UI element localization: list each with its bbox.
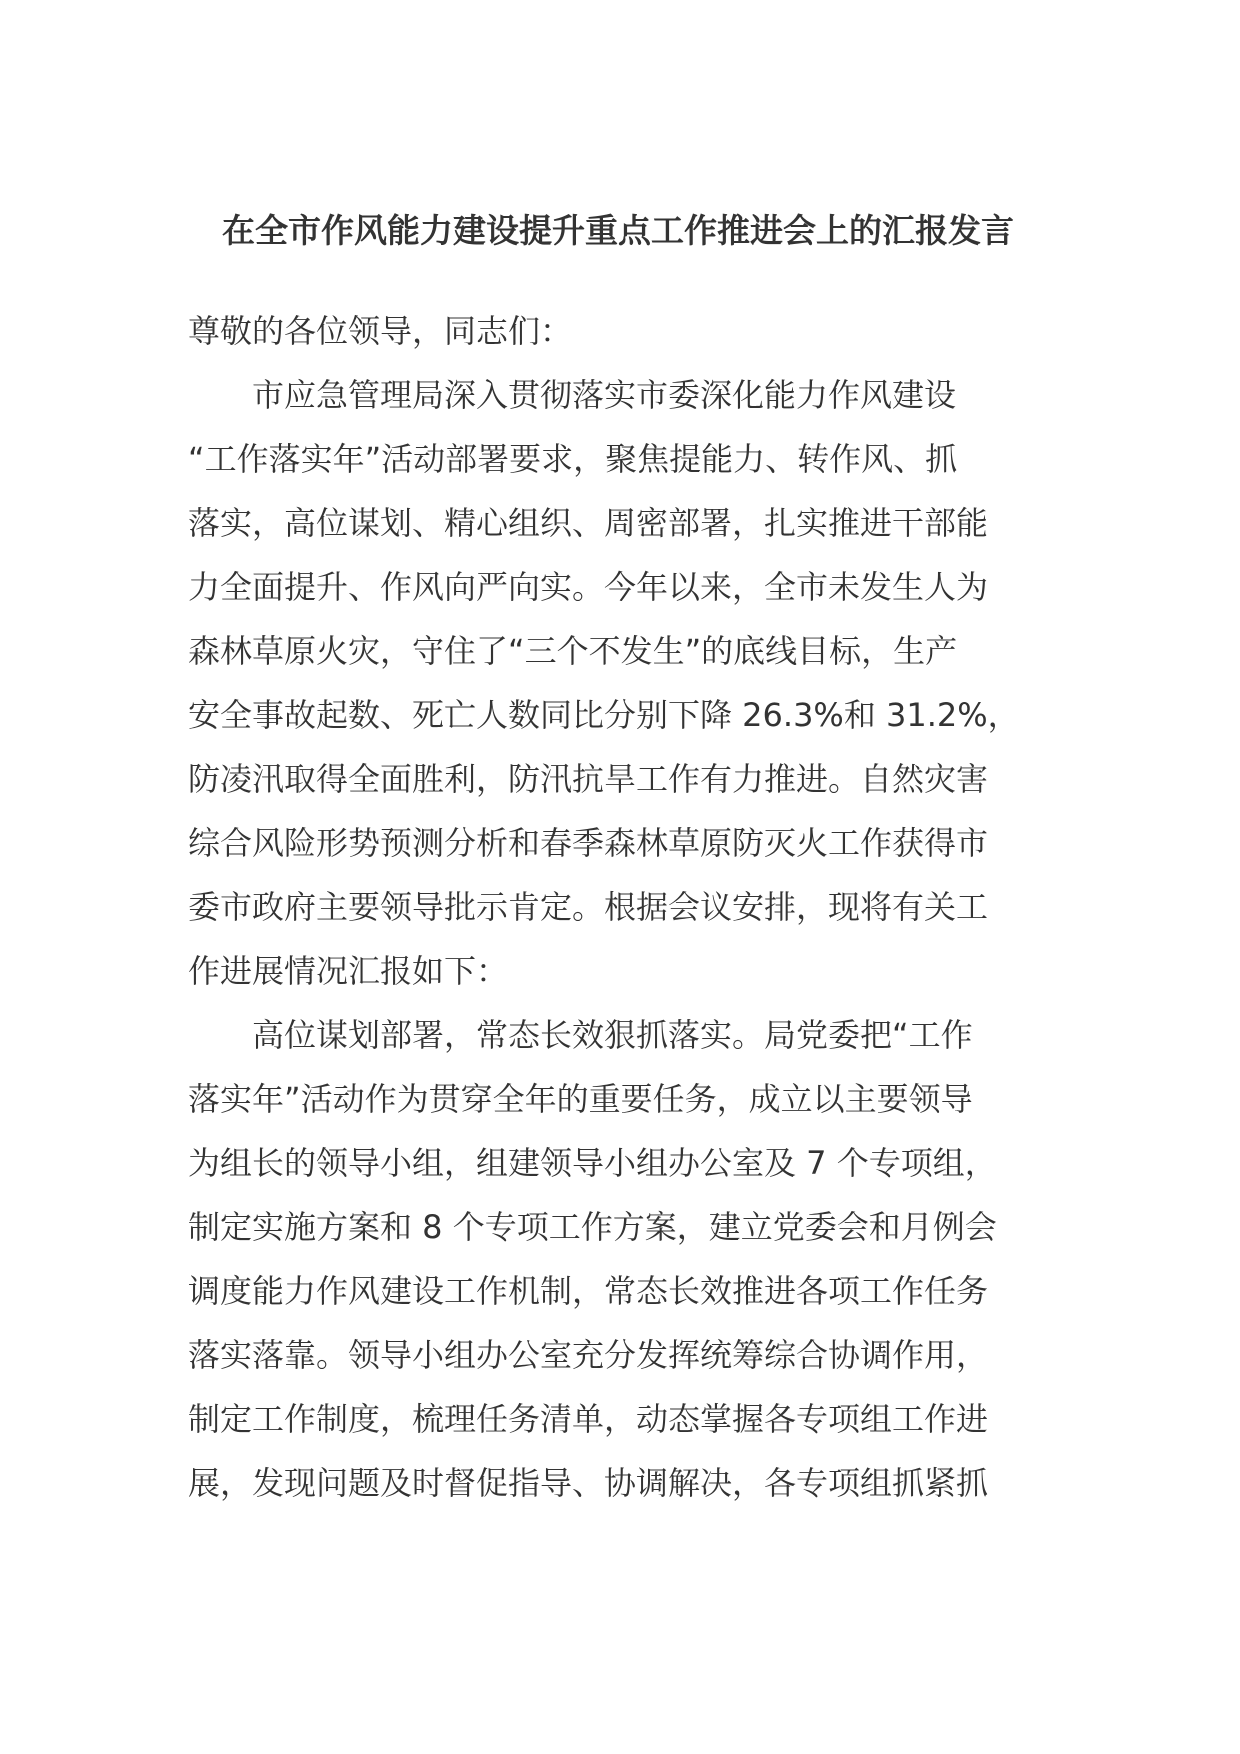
body-line: “工作落实年”活动部署要求，聚焦提能力、转作风、抓 — [188, 440, 958, 478]
body-line: 制定工作制度，梳理任务清单，动态掌握各专项组工作进 — [188, 1400, 989, 1438]
document-title: 在全市作风能力建设提升重点工作推进会上的汇报发言 — [222, 211, 1014, 250]
body-line: 力全面提升、作风向严向实。今年以来，全市未发生人为 — [188, 568, 989, 606]
body-line: 综合风险形势预测分析和春季森林草原防灭火工作获得市 — [188, 824, 989, 862]
body-line: 委市政府主要领导批示肯定。根据会议安排，现将有关工 — [188, 888, 989, 926]
body-line: 高位谋划部署，常态长效狠抓落实。局党委把“工作 — [188, 1016, 973, 1054]
body-line: 市应急管理局深入贯彻落实市委深化能力作风建设 — [188, 376, 957, 414]
body-line: 落实年”活动作为贯穿全年的重要任务，成立以主要领导 — [188, 1080, 973, 1118]
body-line: 落实落靠。领导小组办公室充分发挥统筹综合协调作用， — [188, 1336, 989, 1374]
salutation: 尊敬的各位领导，同志们： — [188, 312, 573, 350]
body-line: 为组长的领导小组，组建领导小组办公室及 7 个专项组， — [188, 1144, 997, 1182]
body-line: 调度能力作风建设工作机制，常态长效推进各项工作任务 — [188, 1272, 989, 1310]
body-line: 安全事故起数、死亡人数同比分别下降 26.3%和 31.2%， — [188, 696, 1020, 734]
body-line: 森林草原火灾，守住了“三个不发生”的底线目标，生产 — [188, 632, 958, 670]
body-line: 展，发现问题及时督促指导、协调解决，各专项组抓紧抓 — [188, 1464, 989, 1502]
body-line: 防凌汛取得全面胜利，防汛抗旱工作有力推进。自然灾害 — [188, 760, 989, 798]
body-line: 制定实施方案和 8 个专项工作方案，建立党委会和月例会 — [188, 1208, 997, 1246]
body-line: 落实，高位谋划、精心组织、周密部署，扎实推进干部能 — [188, 504, 989, 542]
body-line: 作进展情况汇报如下： — [188, 952, 509, 990]
